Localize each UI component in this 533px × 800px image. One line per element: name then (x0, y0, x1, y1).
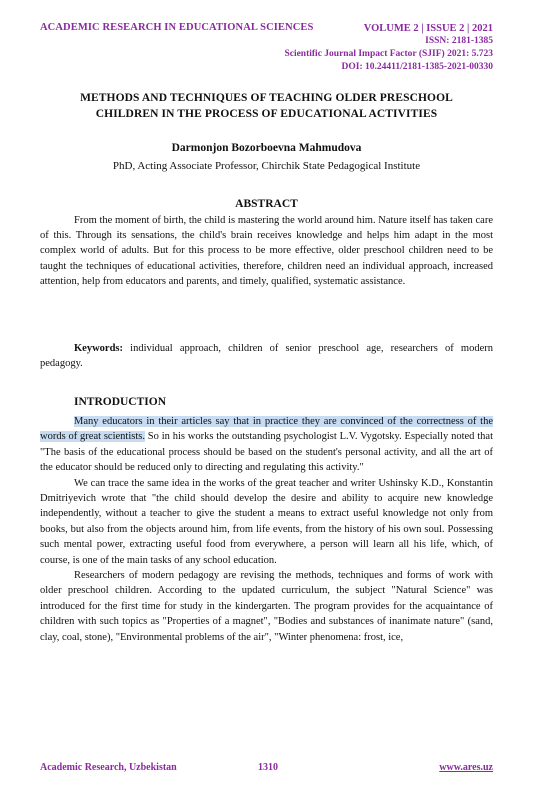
highlighted-text[interactable]: Many educators in their articles say that in practice they are convinced of the correctness of the words of great scientists. (40, 416, 493, 443)
introduction-heading: INTRODUCTION (74, 396, 167, 408)
introduction-body (40, 414, 493, 645)
keywords-label: Keywords: (74, 343, 123, 354)
paragraph-1 (40, 414, 493, 476)
footer-publisher: Academic Research, Uzbekistan (40, 762, 177, 773)
journal-meta (284, 22, 493, 74)
doi: DOI: 10.24411/2181-1385-2021-00330 (341, 62, 493, 72)
keywords (40, 341, 493, 371)
paragraph-1-rest: So in his works the outstanding psychologist L.V. Vygotsky. Especially noted that "The basis of the educational process should be based on the student's personal activity, and all the art of the educator should be reduced only to directing and regulating this activity." (40, 431, 493, 474)
paragraph-2: We can trace the same idea in the works of the great teacher and writer Ushinsky K.D., Konstantin Dmitriyevich wrote that "the child should develop the desire and ability to acquire new knowledge independently, without a teacher to give the student a means to extract useful knowledge not only from books, but also from the objects around him, from life events, from the history of his own soul. Possessing such mental power, extracting useful food from everywhere, a person will learn all his life, which, of course, is one of the main tasks of any school education. (40, 477, 493, 566)
keywords-text: individual approach, children of senior preschool age, researchers of modern pedagogy. (40, 343, 493, 370)
abstract-heading: ABSTRACT (235, 198, 298, 210)
volume-issue: VOLUME 2 | ISSUE 2 | 2021 (363, 23, 493, 34)
author-name: Darmonjon Bozorboevna Mahmudova (171, 142, 362, 154)
article-title (40, 90, 493, 122)
page-number: 1310 (258, 762, 278, 773)
issn: ISSN: 2181-1385 (425, 36, 493, 46)
paragraph-3: Researchers of modern pedagogy are revising the methods, techniques and forms of work with older preschool children. According to the updated curriculum, the subject "Natural Science" was introduced for the first time for study in the kindergarten. The program provides for the acquaintance of children with such topics as "Properties of a magnet", "Bodies and substances of inanimate nature" (sand, clay, coal, stone), "Environmental problems of the air", "Winter phenomena: frost, ice, (40, 570, 493, 643)
journal-name: ACADEMIC RESEARCH IN EDUCATIONAL SCIENCES (40, 22, 314, 33)
impact-factor: Scientific Journal Impact Factor (SJIF) 2021: 5.723 (284, 49, 493, 59)
title-line-2: CHILDREN IN THE PROCESS OF EDUCATIONAL ACTIVITIES (95, 108, 438, 120)
author-affiliation: PhD, Acting Associate Professor, Chirchik State Pedagogical Institute (112, 160, 421, 172)
abstract-text: From the moment of birth, the child is mastering the world around him. Nature itself has taken care of this. Through its sensations, the child's brain receives knowledge and helps him adapt in the most complex world of adults. But for this process to be more effective, older preschool children need to be taught the techniques of educational activities, therefore, children need an individual approach, increased attention, help from educators and parents, and timely, qualified, systematic assistance. (40, 215, 493, 287)
footer-website-link[interactable]: www.ares.uz (439, 762, 493, 773)
title-line-1: METHODS AND TECHNIQUES OF TEACHING OLDER PRESCHOOL (80, 92, 453, 104)
